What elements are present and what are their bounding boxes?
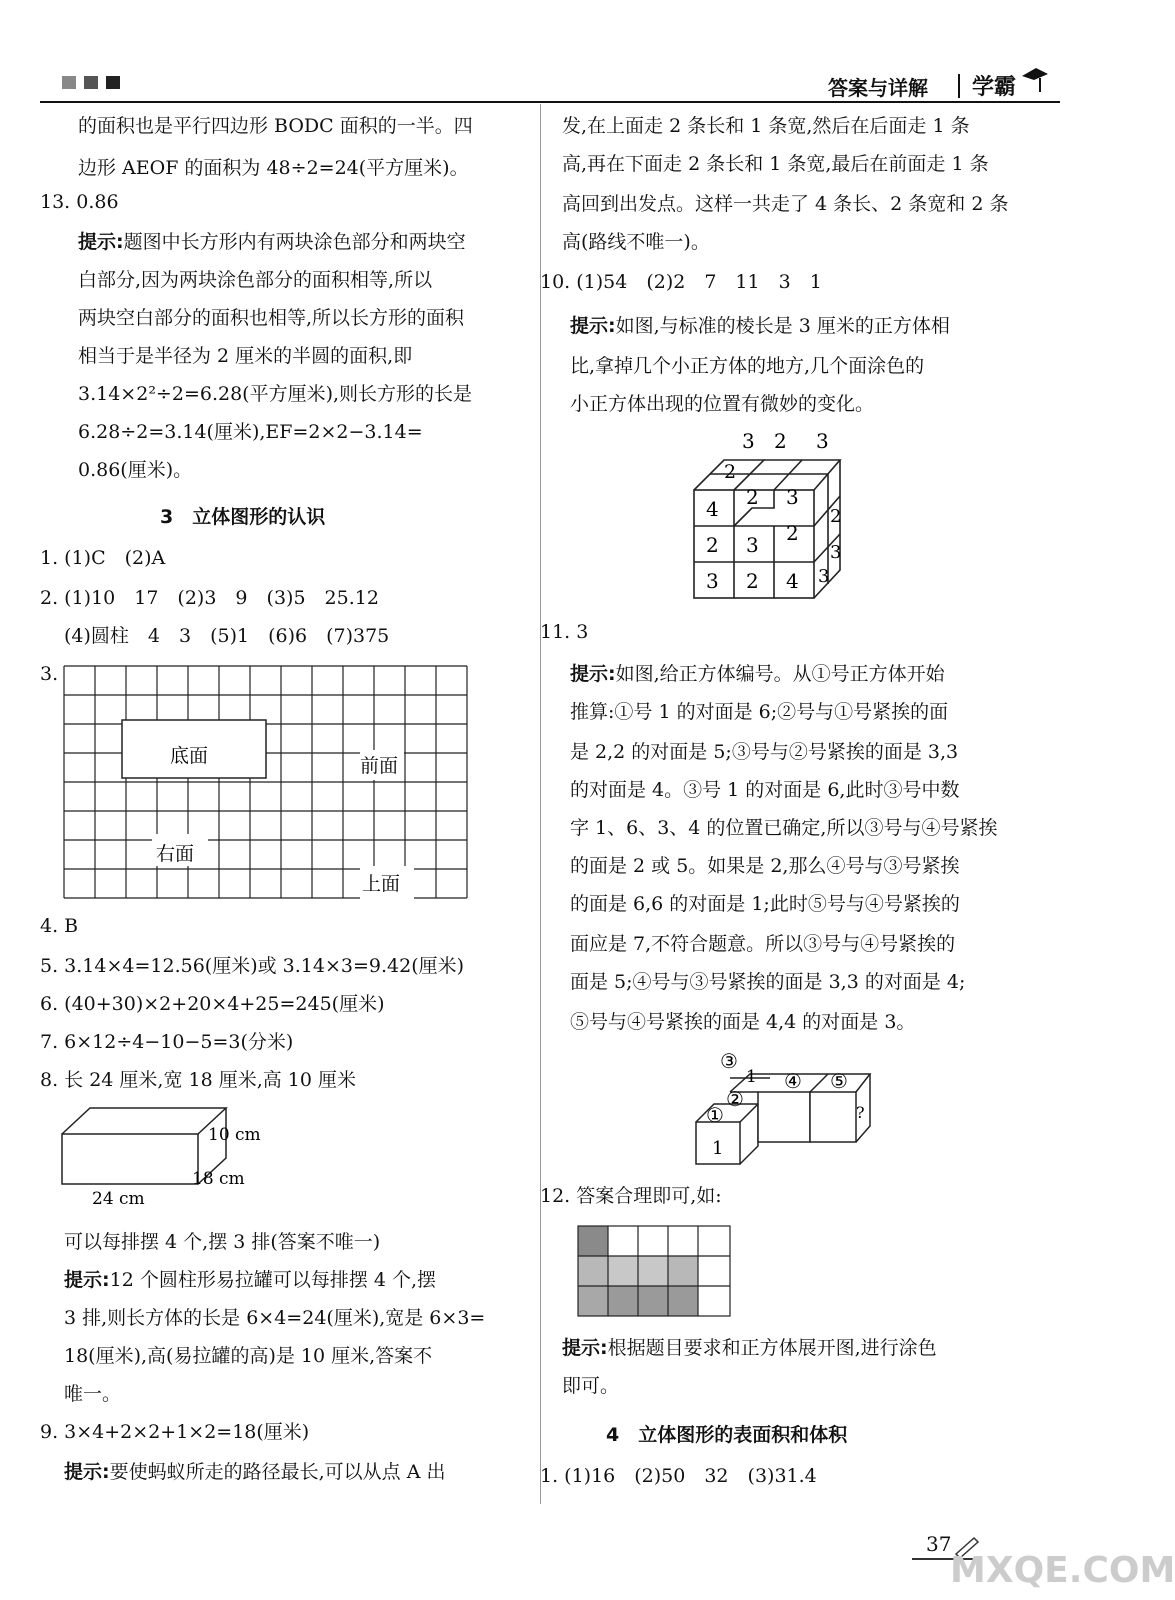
hint-label: 提示: (64, 1461, 110, 1483)
hint-text: 6.28÷2=3.14(厘米),EF=2×2−3.14= (78, 421, 423, 443)
hint-text: 即可。 (562, 1375, 620, 1397)
cube-num: 2 (786, 521, 799, 545)
hint-text: 字 1、6、3、4 的位置已确定,所以③号与④号紧挨 (570, 817, 998, 839)
cube-side-num: 3 (818, 566, 830, 587)
fig11-label: 1 (712, 1138, 724, 1159)
header-title: 答案与详解 (828, 76, 928, 100)
page-header (40, 64, 1060, 100)
hint-text: 根据题目要求和正方体展开图,进行涂色 (607, 1337, 937, 1359)
page-number: 37 (926, 1532, 952, 1556)
cube-num: 4 (786, 569, 799, 593)
fig11-label: ① (706, 1103, 724, 1127)
answer-13: 13. 0.86 (40, 191, 119, 213)
hint-text: 的对面是 4。③号 1 的对面是 6,此时③号中数 (570, 779, 960, 801)
cuboid-figure (60, 1104, 280, 1210)
cube-top-label: 3 (742, 429, 755, 453)
hint-label: 提示: (78, 231, 124, 253)
hint-text: 面是 5;④号与③号紧挨的面是 3,3 的对面是 4; (570, 971, 966, 993)
grid-label-bottom: 底面 (170, 745, 209, 767)
hint-text: 比,拿掉几个小正方体的地方,几个面涂色的 (570, 355, 925, 377)
hint-text: 推算:①号 1 的对面是 6;②号与①号紧挨的面 (570, 701, 949, 723)
box-label-length: 24 cm (92, 1189, 145, 1209)
answer-10: 10. (1)54 (2)2 7 11 3 1 (540, 271, 822, 293)
hint-text: 唯一。 (64, 1383, 122, 1405)
cube-figure (690, 424, 860, 606)
hint-label: 提示: (562, 1337, 608, 1359)
answer-5: 5. 3.14×4=12.56(厘米)或 3.14×3=9.42(厘米) (40, 955, 465, 977)
fig11-label: ? (856, 1103, 865, 1122)
answer-9: 9. 3×4+2×2+1×2=18(厘米) (40, 1421, 310, 1443)
section-title-4: 4 立体图形的表面积和体积 (606, 1424, 848, 1446)
cube-side-num: 2 (830, 506, 842, 527)
hint-text: 如图,给正方体编号。从①号正方体开始 (615, 663, 945, 685)
cube-chain-figure (690, 1048, 880, 1168)
cube-top-label: 3 (816, 429, 829, 453)
answer-3: 3. (40, 663, 59, 685)
cube-num: 3 (786, 485, 799, 509)
answer-4: 4. B (40, 915, 79, 937)
fig11-label: 1 (746, 1067, 757, 1087)
answer-8: 8. 长 24 厘米,宽 18 厘米,高 10 厘米 (40, 1069, 357, 1091)
text-line: 高,再在下面走 2 条长和 1 条宽,最后在前面走 1 条 (562, 153, 989, 175)
header-divider (958, 74, 960, 98)
hint-text: 面应是 7,不符合题意。所以③号与④号紧挨的 (570, 933, 956, 955)
answer-2: 2. (1)10 17 (2)3 9 (3)5 25.12 (40, 587, 379, 609)
text-line: 边形 AEOF 的面积为 48÷2=24(平方厘米)。 (78, 157, 469, 179)
cube-num: 2 (746, 485, 759, 509)
fig11-label: ⑤ (830, 1069, 848, 1093)
watermark: MXQE.COM (950, 1550, 1175, 1591)
hint-label: 提示: (64, 1269, 110, 1291)
header-square-2 (84, 76, 98, 89)
header-rule (40, 101, 1060, 103)
box-label-width: 18 cm (192, 1169, 245, 1189)
grid-label-right: 右面 (156, 843, 195, 865)
hint-text: 的面是 6,6 的对面是 1;此时⑤号与④号紧挨的 (570, 893, 960, 915)
grid-label-front: 前面 (360, 755, 399, 777)
fig11-label: ④ (784, 1069, 802, 1093)
cube-top-label: 2 (774, 429, 787, 453)
cube-num: 2 (724, 461, 737, 483)
hint-label: 提示: (570, 663, 616, 685)
section-title-3: 3 立体图形的认识 (160, 506, 326, 528)
cube-num: 3 (746, 533, 759, 557)
hint-text: 3.14×2²÷2=6.28(平方厘米),则长方形的长是 (78, 383, 473, 405)
hint-text: 小正方体出现的位置有微妙的变化。 (570, 393, 875, 415)
column-divider (540, 104, 541, 1504)
hint-label: 提示: (570, 315, 616, 337)
answer-8-note: 可以每排摆 4 个,摆 3 排(答案不唯一) (64, 1231, 381, 1253)
answer-6: 6. (40+30)×2+20×4+25=245(厘米) (40, 993, 385, 1015)
header-square-3 (106, 76, 120, 89)
hint-text: 12 个圆柱形易拉罐可以每排摆 4 个,摆 (109, 1269, 437, 1291)
hint-text: 18(厘米),高(易拉罐的高)是 10 厘米,答案不 (64, 1345, 433, 1367)
answer-2-cont: (4)圆柱 4 3 (5)1 (6)6 (7)375 (64, 625, 390, 647)
text-line: 高回到出发点。这样一共走了 4 条长、2 条宽和 2 条 (562, 193, 1009, 215)
hint-text: 0.86(厘米)。 (78, 459, 193, 481)
hint-text: 要使蚂蚁所走的路径最长,可以从点 A 出 (109, 1461, 446, 1483)
shaded-grid-figure (576, 1224, 734, 1318)
header-square-1 (62, 76, 76, 89)
net-grid-figure (60, 662, 476, 902)
cube-num: 2 (706, 533, 719, 557)
text-line: 的面积也是平行四边形 BODC 面积的一半。四 (78, 115, 473, 137)
answer-11: 11. 3 (540, 621, 589, 643)
answer-b1: 1. (1)16 (2)50 32 (3)31.4 (540, 1465, 817, 1487)
answer-1: 1. (1)C (2)A (40, 547, 166, 569)
hint-text: 是 2,2 的对面是 5;③号与②号紧挨的面是 3,3 (570, 741, 959, 763)
grid-label-top: 上面 (362, 873, 401, 895)
hint-text: 相当于是半径为 2 厘米的半圆的面积,即 (78, 345, 413, 367)
cube-side-num: 3 (830, 542, 842, 563)
brand-pen-icon (1020, 64, 1050, 94)
hint-text: 两块空白部分的面积也相等,所以长方形的面积 (78, 307, 465, 329)
answer-7: 7. 6×12÷4−10−5=3(分米) (40, 1031, 294, 1053)
hint-text: ⑤号与④号紧挨的面是 4,4 的对面是 3。 (570, 1011, 916, 1033)
hint-text: 题图中长方形内有两块涂色部分和两块空 (123, 231, 466, 253)
cube-num: 3 (706, 569, 719, 593)
cube-num: 4 (706, 497, 719, 521)
hint-text: 白部分,因为两块涂色部分的面积相等,所以 (78, 269, 433, 291)
box-label-height: 10 cm (208, 1125, 261, 1145)
text-line: 发,在上面走 2 条长和 1 条宽,然后在后面走 1 条 (562, 115, 970, 137)
answer-12: 12. 答案合理即可,如: (540, 1185, 722, 1207)
header-brand: 学霸 (972, 75, 1017, 100)
fig11-label: ③ (720, 1049, 738, 1073)
hint-text: 3 排,则长方体的长是 6×4=24(厘米),宽是 6×3= (64, 1307, 486, 1329)
cube-num: 2 (746, 569, 759, 593)
hint-text: 如图,与标准的棱长是 3 厘米的正方体相 (615, 315, 950, 337)
fig11-label: ② (726, 1087, 744, 1111)
hint-text: 的面是 2 或 5。如果是 2,那么④号与③号紧挨 (570, 855, 960, 877)
text-line: 高(路线不唯一)。 (562, 231, 710, 253)
